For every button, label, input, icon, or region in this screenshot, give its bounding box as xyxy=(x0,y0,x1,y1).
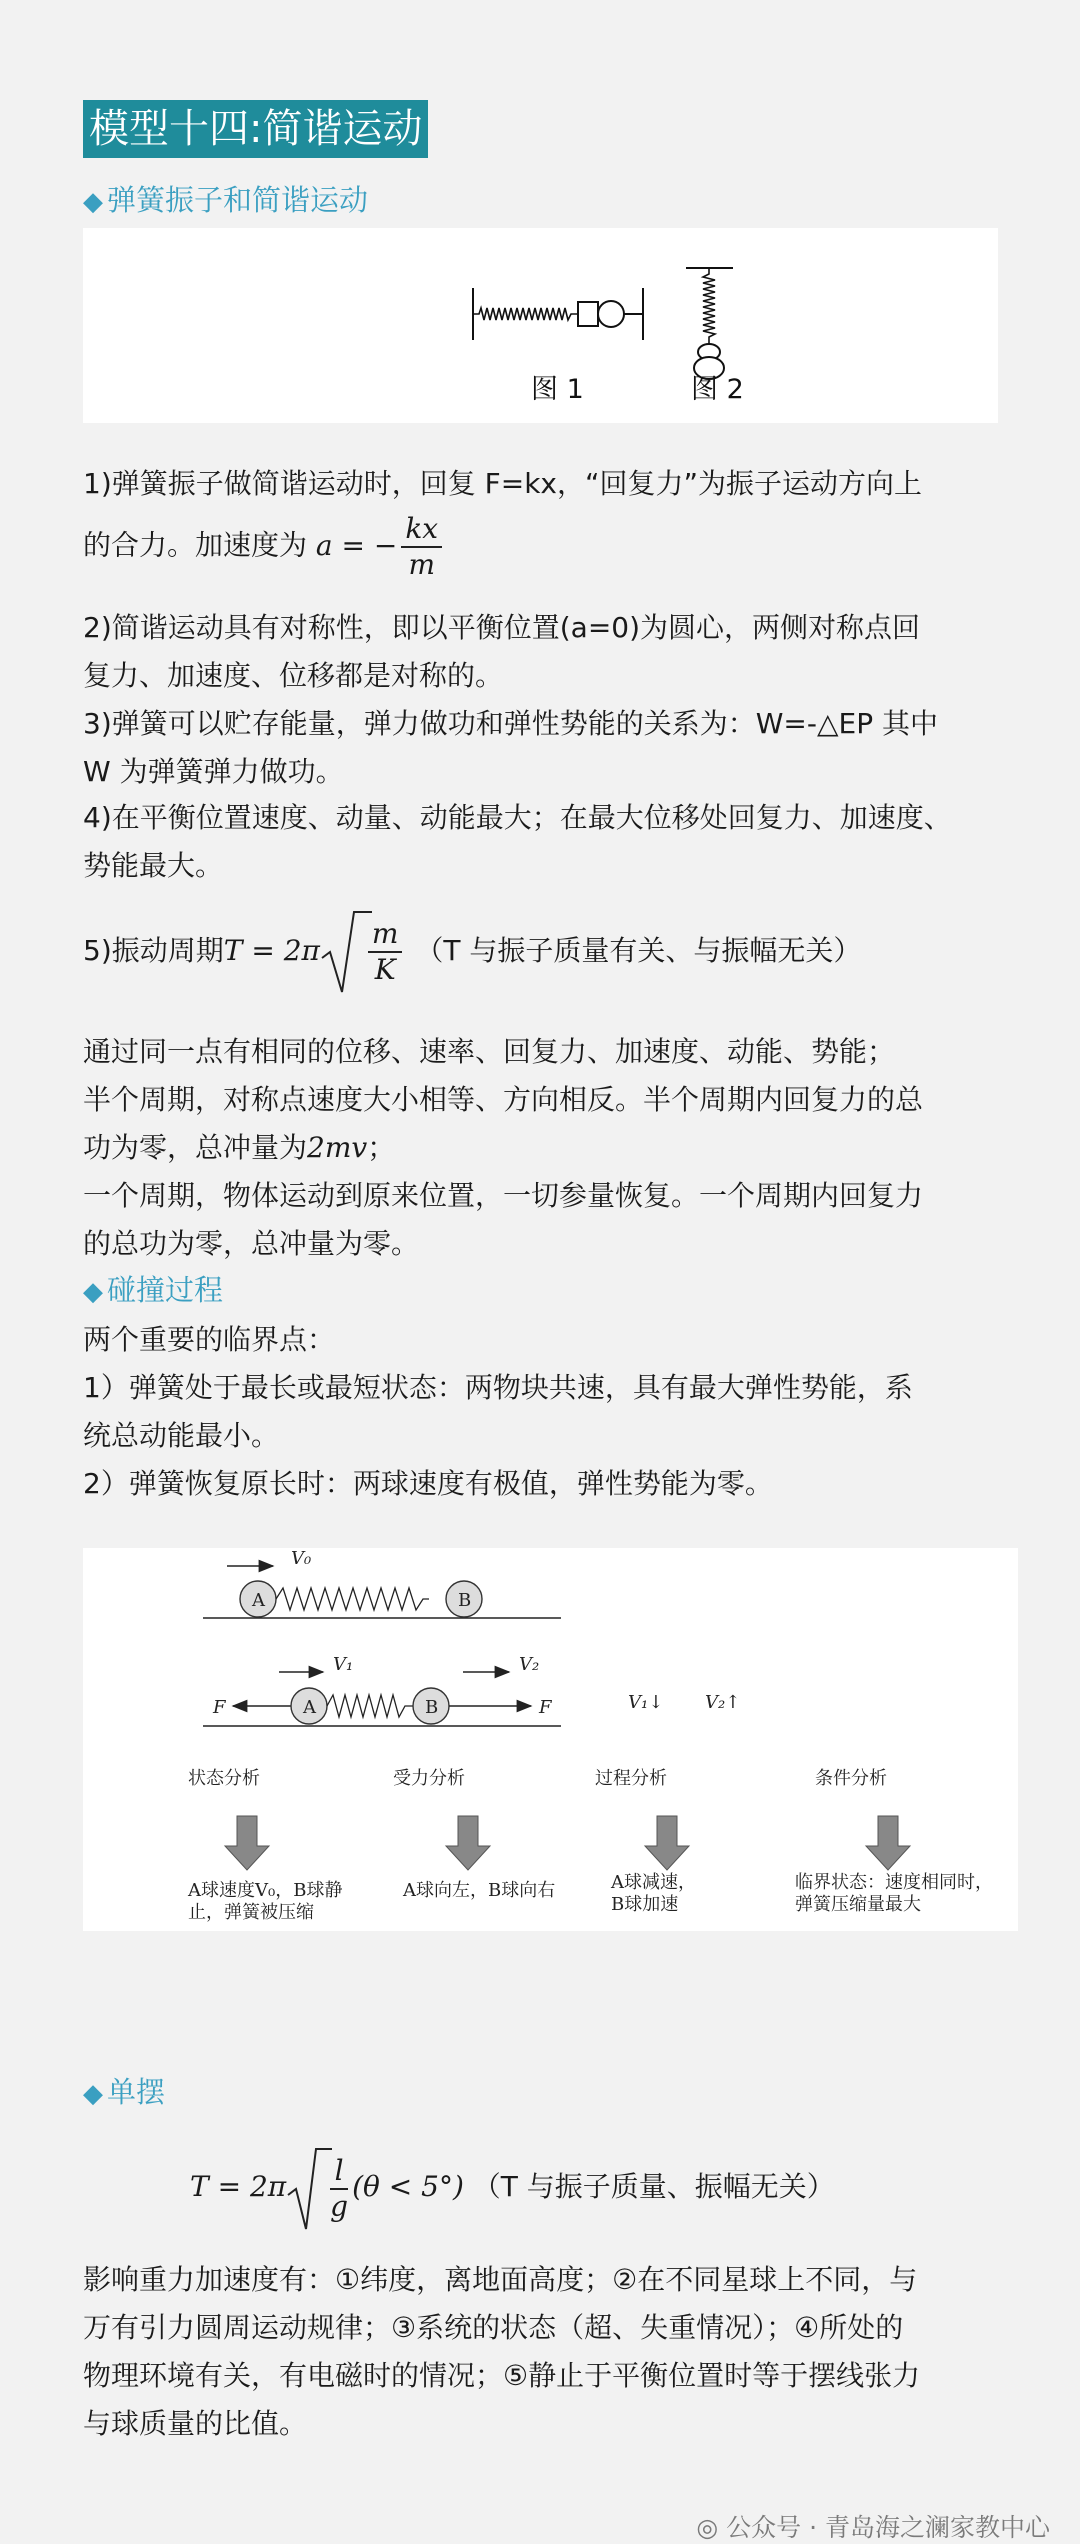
v1-direction: V₁↓ xyxy=(628,1692,664,1713)
step-title: 状态分析 xyxy=(188,1768,260,1789)
velocity-label-v2: V₂ xyxy=(519,1654,540,1675)
down-arrow-icon xyxy=(866,1816,910,1870)
velocity-label-v0: V₀ xyxy=(291,1548,312,1569)
text-line: （T 与振子质量有关、与振幅无关） xyxy=(415,934,862,967)
ball-b-label: B xyxy=(425,1697,439,1718)
diamond-bullet-icon: ◆ xyxy=(83,2079,103,2109)
text-line: W 为弹簧弹力做功。 xyxy=(83,755,344,788)
velocity-label-v1: V₁ xyxy=(333,1654,354,1675)
section-heading-spring xyxy=(83,180,368,222)
spring-row2 xyxy=(327,1695,413,1717)
square-root xyxy=(320,908,407,996)
inline-math: 2mv xyxy=(307,1131,368,1164)
collision-analysis-figure xyxy=(83,1548,1018,1931)
text-line: （T 与振子质量、振幅无关） xyxy=(472,2170,835,2203)
step-title: 条件分析 xyxy=(815,1768,887,1789)
spring-paragraph-3 xyxy=(83,700,1003,796)
spring-oscillator-figure xyxy=(83,228,998,423)
text-line: 5)振动周期 xyxy=(83,934,224,967)
pendulum-formula-lhs: T = 2π xyxy=(190,2170,287,2203)
collision-paragraph xyxy=(83,1316,1003,1508)
pendulum-paragraph xyxy=(83,2256,1003,2448)
period-formula-lhs: T = 2π xyxy=(223,934,320,967)
text-line: 1)弹簧振子做简谐运动时，回复 F=kx，“回复力”为振子运动方向上 xyxy=(83,467,923,500)
section-heading-text: 单摆 xyxy=(107,2075,166,2109)
text-line: 统总动能最小。 xyxy=(83,1419,280,1452)
fraction-numerator: m xyxy=(368,917,403,953)
down-arrow-icon xyxy=(645,1816,689,1870)
step-title: 受力分析 xyxy=(393,1768,465,1789)
fraction-denominator: g xyxy=(330,2190,349,2224)
diamond-bullet-icon: ◆ xyxy=(83,187,103,217)
text-line: 物理环境有关，有电磁时的情况；⑤静止于平衡位置时等于摆线张力 xyxy=(83,2359,921,2392)
step-text: 临界状态：速度相同时， xyxy=(795,1872,993,1893)
watermark-text: 公众号 · 青岛海之澜家教中心 xyxy=(726,2513,1050,2542)
spring-paragraph-6 xyxy=(83,1028,1003,1268)
text-line: 3)弹簧可以贮存能量，弹力做功和弹性势能的关系为：W=-△EP 其中 xyxy=(83,707,939,740)
text-span: 功为零，总冲量为 xyxy=(83,1131,308,1164)
text-line: 一个周期，物体运动到原来位置，一切参量恢复。一个周期内回复力 xyxy=(83,1179,924,1212)
spring-row1 xyxy=(276,1588,429,1610)
analysis-step-1 xyxy=(187,1768,342,1923)
analysis-step-3 xyxy=(595,1768,696,1915)
fraction xyxy=(368,917,403,987)
spring-paragraph-1-cont xyxy=(83,512,1003,582)
figure-2-label: 图 2 xyxy=(691,374,744,405)
fraction-numerator: l xyxy=(330,2154,348,2190)
text-line: 通过同一点有相同的位移、速率、回复力、加速度、动能、势能； xyxy=(83,1035,896,1068)
fraction-denominator: m xyxy=(408,548,435,581)
square-root xyxy=(286,2143,352,2234)
section-heading-collision xyxy=(83,1270,223,1312)
text-line: 复力、加速度、位移都是对称的。 xyxy=(83,659,504,692)
ball-b-label: B xyxy=(458,1590,472,1611)
text-line: 影响重力加速度有：①纬度，离地面高度；②在不同星球上不同，与 xyxy=(83,2263,918,2296)
horizontal-spring xyxy=(473,308,578,320)
spring-paragraph-2 xyxy=(83,604,1003,700)
vertical-spring xyxy=(703,268,715,348)
text-line: 两个重要的临界点： xyxy=(83,1323,336,1356)
step-text: 弹簧压缩量最大 xyxy=(795,1894,921,1915)
watermark xyxy=(696,2508,1050,2544)
acceleration-formula xyxy=(315,512,446,581)
text-span: ； xyxy=(367,1131,396,1164)
page-title: 模型十四:简谐运动 xyxy=(83,100,428,158)
section-heading-text: 弹簧振子和简谐运动 xyxy=(107,183,369,217)
force-label-right: F xyxy=(539,1697,552,1718)
step-text: 止，弹簧被压缩 xyxy=(188,1902,314,1923)
analysis-step-2 xyxy=(393,1768,555,1901)
collision-diagram xyxy=(83,1548,1018,1931)
v2-direction: V₂↑ xyxy=(705,1692,741,1713)
text-line: 1）弹簧处于最长或最短状态：两物块共速，具有最大弹性势能，系 xyxy=(83,1371,913,1404)
text-line: 万有引力圆周运动规律；③系统的状态（超、失重情况）；④所处的 xyxy=(83,2311,904,2344)
radical-sign-icon xyxy=(286,2145,332,2233)
text-line: 4)在平衡位置速度、动量、动能最大；在最大位移处回复力、加速度、 xyxy=(83,801,952,834)
fraction xyxy=(330,2154,348,2224)
text-line: 势能最大。 xyxy=(83,849,224,882)
text-line: 2)简谐运动具有对称性，即以平衡位置(a=0)为圆心，两侧对称点回 xyxy=(83,611,921,644)
analysis-step-4 xyxy=(795,1768,993,1915)
text-line: 的合力。加速度为 xyxy=(83,528,308,562)
section-heading-text: 碰撞过程 xyxy=(107,1273,224,1307)
down-arrow-icon xyxy=(225,1816,269,1870)
diamond-bullet-icon: ◆ xyxy=(83,1277,103,1307)
step-title: 过程分析 xyxy=(595,1768,667,1789)
radical-sign-icon xyxy=(320,908,372,996)
fraction-numerator: kx xyxy=(401,512,442,548)
step-text: A球速度V₀，B球静 xyxy=(188,1880,343,1901)
down-arrow-icon xyxy=(446,1816,490,1870)
spring-paragraph-4 xyxy=(83,794,1003,890)
text-line: 的总功为零，总冲量为零。 xyxy=(83,1227,420,1260)
spring-paragraph-5 xyxy=(83,908,1003,996)
small-angle-condition: (θ < 5°) xyxy=(352,2170,464,2203)
oscillator-block xyxy=(578,302,598,326)
figure-1-label: 图 1 xyxy=(531,374,584,405)
ball-a-label: A xyxy=(303,1697,316,1718)
formula-lhs: a = − xyxy=(315,528,398,562)
text-line: 2）弹簧恢复原长时：两球速度有极值，弹性势能为零。 xyxy=(83,1467,773,1500)
text-line xyxy=(83,1124,1003,1172)
fraction-denominator: K xyxy=(374,953,396,986)
spring-paragraph-1 xyxy=(83,460,1003,508)
text-line: 与球质量的比值。 xyxy=(83,2407,308,2440)
wechat-icon: ◎ xyxy=(696,2513,719,2542)
spring-oscillator-diagram xyxy=(83,228,998,423)
fraction xyxy=(401,512,442,582)
step-text: A球减速， xyxy=(611,1872,696,1893)
section-heading-pendulum xyxy=(83,2072,165,2114)
text-line: 半个周期，对称点速度大小相等、方向相反。半个周期内回复力的总 xyxy=(83,1083,924,1116)
force-label-left: F xyxy=(213,1697,226,1718)
ball-a-label: A xyxy=(252,1590,265,1611)
pendulum-formula-line xyxy=(190,2142,1020,2233)
step-text: A球向左，B球向右 xyxy=(403,1880,556,1901)
step-text: B球加速 xyxy=(611,1894,679,1915)
oscillator-ring xyxy=(598,301,624,327)
